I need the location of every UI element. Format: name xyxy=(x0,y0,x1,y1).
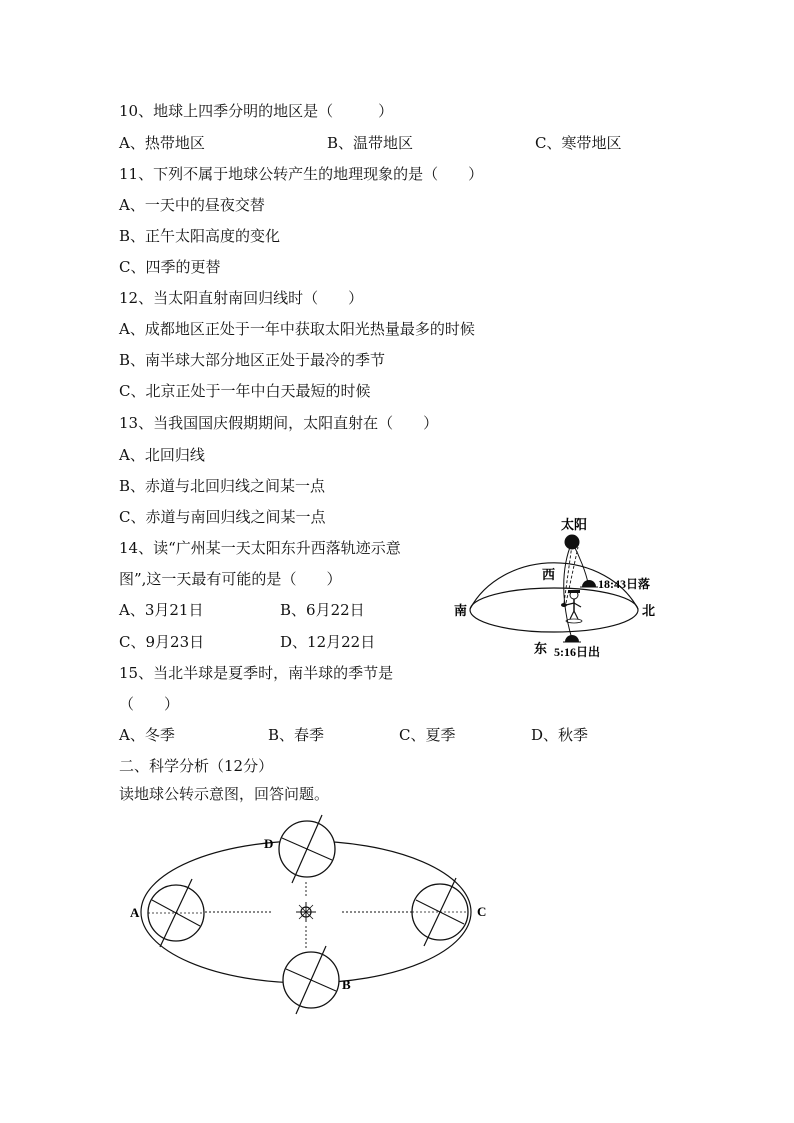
q15-option-a[interactable]: A、冬季 xyxy=(119,726,175,744)
earth-position-b xyxy=(283,946,339,1014)
q15-stem-line1: 15、当北半球是夏季时，南半球的季节是 xyxy=(119,664,394,682)
q14-stem-line1: 14、读“广州某一天太阳东升西落轨迹示意 xyxy=(119,539,401,557)
q12-option-c[interactable]: C、北京正处于一年中白天最短的时候 xyxy=(119,382,371,400)
east-label: 东 xyxy=(534,641,548,656)
q15-option-c[interactable]: C、夏季 xyxy=(399,726,456,744)
earth-position-d xyxy=(279,815,335,883)
q13-option-b[interactable]: B、赤道与北回归线之间某一点 xyxy=(119,477,326,495)
label-a: A xyxy=(130,905,140,920)
horizon-ellipse xyxy=(470,588,638,632)
label-c: C xyxy=(477,904,487,919)
q15-option-d[interactable]: D、秋季 xyxy=(531,726,589,744)
q14-option-a[interactable]: A、3月21日 xyxy=(119,601,204,619)
q14-stem-line2: 图”,这一天最有可能的是（ ） xyxy=(119,570,342,588)
earth-position-c xyxy=(412,878,468,946)
q11-option-a[interactable]: A、一天中的昼夜交替 xyxy=(119,196,265,214)
q10-stem: 10、地球上四季分明的地区是（ ） xyxy=(119,102,394,120)
earth-position-a xyxy=(148,879,204,947)
north-label: 北 xyxy=(642,603,656,618)
sunrise-sun-icon xyxy=(565,635,579,642)
q14-option-d[interactable]: D、12月22日 xyxy=(280,633,376,651)
west-label: 西 xyxy=(542,567,556,582)
earth-orbit-diagram xyxy=(120,812,500,1022)
sun-label: 太阳 xyxy=(561,517,588,532)
q12-option-b[interactable]: B、南半球大部分地区正处于最冷的季节 xyxy=(119,351,386,369)
sunset-sun-icon xyxy=(582,580,596,587)
south-label: 南 xyxy=(454,603,468,618)
q15-option-b[interactable]: B、春季 xyxy=(268,726,325,744)
q14-option-c[interactable]: C、9月23日 xyxy=(119,633,205,651)
q10-option-a[interactable]: A、热带地区 xyxy=(119,134,205,152)
q13-stem: 13、当我国国庆假期期间，太阳直射在（ ） xyxy=(119,414,439,432)
q10-option-b[interactable]: B、温带地区 xyxy=(327,134,414,152)
q13-option-c[interactable]: C、赤道与南回归线之间某一点 xyxy=(119,508,326,526)
q12-option-a[interactable]: A、成都地区正处于一年中获取太阳光热量最多的时候 xyxy=(119,320,475,338)
label-d: D xyxy=(264,836,274,851)
q15-stem-line2: （ ） xyxy=(119,695,180,713)
q11-option-b[interactable]: B、正午太阳高度的变化 xyxy=(119,227,281,245)
sun-icon xyxy=(565,535,580,550)
q10-option-c[interactable]: C、寒带地区 xyxy=(535,134,622,152)
q11-stem: 11、下列不属于地球公转产生的地理现象的是（ ） xyxy=(119,165,484,183)
label-b: B xyxy=(342,977,351,992)
q13-option-a[interactable]: A、北回归线 xyxy=(119,446,205,464)
sun-path-diagram xyxy=(448,515,678,665)
sun-icon xyxy=(296,902,316,922)
section2-intro: 读地球公转示意图，回答问题。 xyxy=(119,785,330,803)
sunset-label: 18:43日落 xyxy=(598,577,650,591)
q14-option-b[interactable]: B、6月22日 xyxy=(280,601,365,619)
section2-title: 二、科学分析（12分） xyxy=(119,757,274,775)
q11-option-c[interactable]: C、四季的更替 xyxy=(119,258,221,276)
sunrise-label: 5:16日出 xyxy=(554,645,600,659)
q12-stem: 12、当太阳直射南回归线时（ ） xyxy=(119,289,364,307)
